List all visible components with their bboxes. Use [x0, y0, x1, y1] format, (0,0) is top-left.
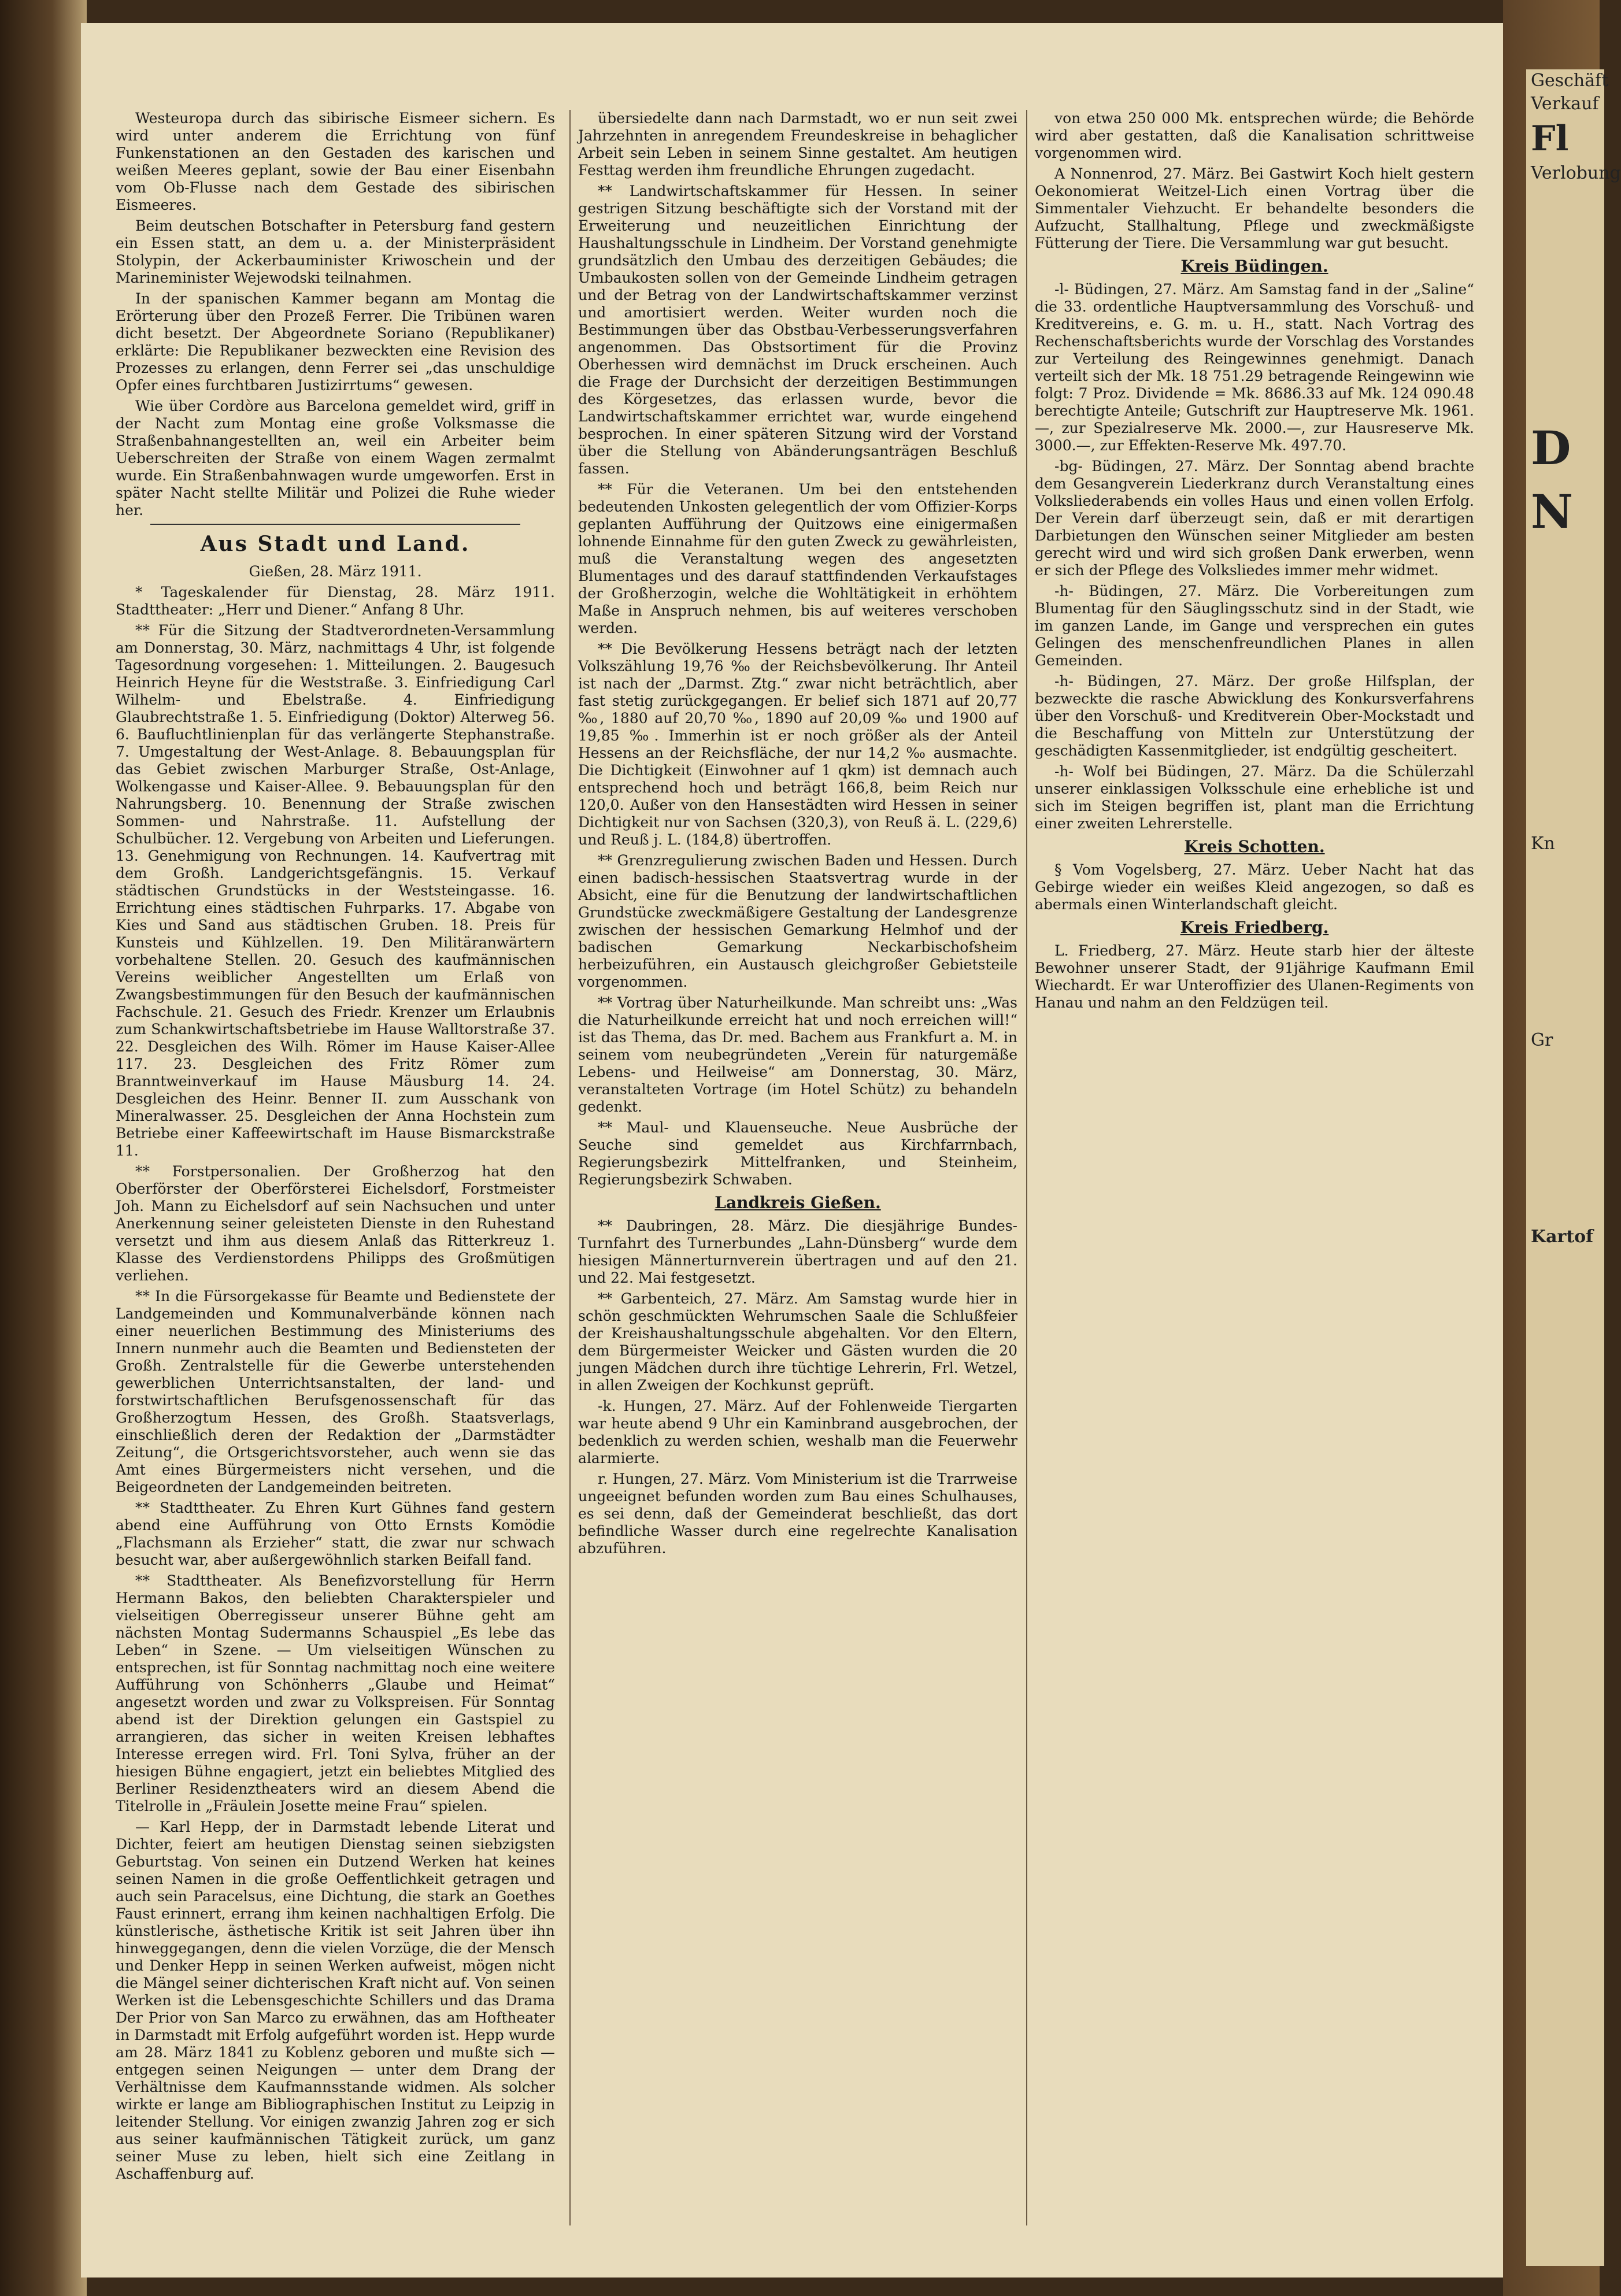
section-subheading: Kreis Friedberg. [1180, 918, 1329, 937]
column-divider [1026, 110, 1027, 2225]
section-subheading: Landkreis Gießen. [715, 1193, 881, 1212]
edge-text: N [1531, 484, 1574, 539]
edge-text: Fl [1531, 118, 1569, 159]
article-paragraph: Beim deutschen Botschafter in Petersburg fand gestern ein Essen statt, an dem u. a. der Ministerpräsident Stolypin, der Ackerbauminister Kriwoschein und der Marineminister Wejewodski teilnahmen. [116, 217, 555, 286]
column-1 [116, 110, 555, 2237]
article-paragraph: übersiedelte dann nach Darmstadt, wo er nun seit zwei Jahrzehnten in anregendem Freundeskreise in behaglicher Arbeit sein Leben in seinem Sinne gestaltet. Am heutigen Festtag werden ihm freundliche Ehrungen zugedacht. [578, 110, 1017, 179]
article-paragraph: ** Stadttheater. Als Benefizvorstellung für Herrn Hermann Bakos, den beliebten Charakterspieler und vielseitigen Oberregisseur unserer Bühne geht am nächsten Montag Sudermanns Schauspiel „Es lebe das Leben“ in Szene. — Um vielseitigen Wünschen zu entsprechen, ist für Sonntag nachmittag noch eine weitere Aufführung von Schönherrs „Glaube und Heimat“ angesetzt worden und zwar zu Volkspreisen. Für Sonntag abend ist der Direktion gelungen ein Gastspiel zu arrangieren, das sicher in weiten Kreisen lebhaftes Interesse erregen wird. Frl. Toni Sylva, früher an der hiesigen Bühne engagiert, jetzt ein beliebtes Mitglied des Berliner Residenztheaters wird an diesem Abend die Titelrolle in „Fräulein Josette meine Frau“ spielen. [116, 1572, 555, 1814]
article-paragraph: ** Stadttheater. Zu Ehren Kurt Gühnes fand gestern abend eine Aufführung von Otto Ernsts Komödie „Flachsmann als Erzieher“ statt, die zwar nur schwach besucht war, aber außergewöhnlich starken Beifall fand. [116, 1499, 555, 1568]
article-paragraph: ** Grenzregulierung zwischen Baden und Hessen. Durch einen badisch-hessischen Staatsvertrag wurde in der Absicht, eine für die Benutzung der landwirtschaftlichen Grundstücke zweckmäßigere Gestaltung der Landesgrenze zwischen der hessischen Gemarkung Helmhof und der badischen Gemarkung Neckarbischofsheim herbeizuführen, ein Austausch gleichgroßer Gebietsteile vorgenommen. [578, 852, 1017, 990]
article-paragraph: § Vom Vogelsberg, 27. März. Ueber Nacht hat das Gebirge wieder ein weißes Kleid angezogen, so daß es abermals einen Winterlandschaft gleicht. [1035, 861, 1474, 913]
edge-text: Gr [1531, 1030, 1553, 1050]
article-paragraph: ** Für die Sitzung der Stadtverordneten-Versammlung am Donnerstag, 30. März, nachmittags 4 Uhr, ist folgende Tagesordnung vorgesehen: 1. Mitteilungen. 2. Baugesuch Heinrich Heyne für die Weststraße. 3. Einfriedigung Carl Wilhelm- und Ebelstraße. 4. Einfriedigung Glaubrechtstraße 1. 5. Einfriedigung (Doktor) Alterweg 56. 6. Baufluchtlinienplan für das verlängerte Stephanstraße. 7. Umgestaltung der West-Anlage. 8. Bebauungsplan für das Gebiet zwischen Marburger Straße, Ost-Anlage, Wolkengasse und Kaiser-Allee. 9. Bebauungsplan für den Nahrungsberg. 10. Benennung der Straße zwischen Sommen- und Nahrstraße. 11. Aufstellung der Schulbücher. 12. Vergebung von Arbeiten und Lieferungen. 13. Genehmigung von Rechnungen. 14. Kaufvertrag mit dem Großh. Landgerichtsgefängnis. 15. Verkauf städtischen Grundstücks in der Weststeingasse. 16. Errichtung eines städtischen Fuhrparks. 17. Abgabe von Kies und Sand aus städtischen Gruben. 18. Preis für Kunsteis und Kühlzellen. 19. Den Militäranwärtern vorbehaltene Stellen. 20. Gesuch des kaufmännischen Vereins weiblicher Angestellten um Erlaß von Zwangsbestimmungen für den Besuch der kaufmännischen Fachschule. 21. Gesuch des Friedr. Krenzer um Erlaubnis zum Schankwirtschaftsbetriebe im Hause Walltorstraße 37. 22. Desgleichen des Wilh. Römer im Hause Kaiser-Allee 117. 23. Desgleichen des Fritz Römer zum Branntweinverkauf im Hause Mäusburg 14. 24. Desgleichen des Heinr. Benner II. zum Ausschank von Mineralwasser. 25. Desgleichen der Anna Hochstein zum Betriebe einer Kaffeewirtschaft im Hause Bismarckstraße 11. [116, 622, 555, 1159]
edge-text: Verkauf [1531, 94, 1599, 114]
article-paragraph: ** Die Bevölkerung Hessens beträgt nach der letzten Volkszählung 19,76 ‰ der Reichsbevölkerung. Ihr Anteil ist nach der „Darmst. Ztg.“ zwar nicht beträchtlich, aber fast stetig zurückgegangen. Er belief sich 1871 auf 20,77 ‰, 1880 auf 20,70 ‰, 1890 auf 20,09 ‰ und 1900 auf 19,85 ‰. Immerhin ist er noch größer als der Anteil Hessens an der Reichsfläche, der nur 14,2 ‰ ausmachte. Die Dichtigkeit (Einwohner auf 1 qkm) ist demnach auch entsprechend hoch und beträgt 166,8, beim Reich nur 120,0. Außer von den Hansestädten wird Hessen in seiner Dichtigkeit nur von Sachsen (320,3), von Reuß ä. L. (229,6) und Reuß j. L. (184,8) übertroffen. [578, 640, 1017, 848]
article-paragraph: von etwa 250 000 Mk. entsprechen würde; die Behörde wird aber gestatten, daß die Kanalisation schrittweise vorgenommen wird. [1035, 110, 1474, 161]
article-paragraph: Westeuropa durch das sibirische Eismeer sichern. Es wird unter anderem die Errichtung von fünf Funkenstationen an den Gestaden des karischen und weißen Meeres geplant, sowie der Bau einer Eisenbahn vom Ob-Flusse nach dem Gestade des sibirischen Eismeeres. [116, 110, 555, 213]
article-paragraph: ** Garbenteich, 27. März. Am Samstag wurde hier in schön geschmückten Wehrumschen Saale die Schlußfeier der Kreishaushaltungsschule abgehalten. Vor den Eltern, dem Bürgermeister Weicker und Gästen wurden die 20 jungen Mädchen durch ihre tüchtige Lehrerin, Frl. Wetzel, in allen Zweigen der Kochkunst geprüft. [578, 1290, 1017, 1394]
column-2 [578, 110, 1017, 2237]
article-paragraph: ** Für die Veteranen. Um bei den entstehenden bedeutenden Unkosten gelegentlich der vom Offizier-Korps geplanten Aufführung der Quitzows eine einigermaßen lohnende Einnahme für den guten Zweck zu gewährleisten, muß die Veranstaltung wegen des angesetzten Blumentages und des darauf stattfindenden Verkaufstages der Großherzogin, welche die Wohltätigkeit in erhöhtem Maße in Anspruch nehmen, bis auf weiteres verschoben werden. [578, 481, 1017, 636]
section-rule [150, 524, 520, 525]
section-heading: Aus Stadt und Land. [200, 532, 471, 556]
article-paragraph: -k. Hungen, 27. März. Auf der Fohlenweide Tiergarten war heute abend 9 Uhr ein Kaminbrand ausgebrochen, der bedenklich zu werden schien, weshalb man die Feuerwehr alarmierte. [578, 1398, 1017, 1467]
article-paragraph: — Karl Hepp, der in Darmstadt lebende Literat und Dichter, feiert am heutigen Dienstag seinen siebzigsten Geburtstag. Von seinen ein Dutzend Werken hat keines seinen Namen in die große Oeffentlichkeit getragen und auch sein Paracelsus, eine Dichtung, die stark an Goethes Faust erinnert, errang ihm keinen nachhaltigen Erfolg. Die künstlerische, ästhetische Kritik ist seit Jahren über ihn hinweggegangen, denn die vielen Vorzüge, die der Mensch und Denker Hepp in seinen Werken aufweist, mögen nicht die Mängel seiner dichterischen Kraft nicht auf. Von seinen Werken ist die Lebensgeschichte Schillers und das Drama Der Prior von San Marco zu erwähnen, das am Hoftheater in Darmstadt mit Erfolg aufgeführt worden ist. Hepp wurde am 28. März 1841 zu Koblenz geboren und mußte sich — entgegen seinen Neigungen — unter dem Drang der Verhältnisse dem Kaufmannsstande widmen. Als solcher wirkte er lange am Bibliographischen Institut zu Leipzig in leitender Stellung. Vor einigen zwanzig Jahren zog er sich aus seiner kaufmännischen Tätigkeit zurück, um ganz seiner Muse zu leben, hielt sich eine Zeitlang in Aschaffenburg auf. [116, 1819, 555, 2182]
article-paragraph: r. Hungen, 27. März. Vom Ministerium ist die Trarrweise ungeeignet befunden worden zum Bau eines Schulhauses, es sei denn, daß der Gemeinderat beschließt, das dort befindliche Wasser durch eine regelrechte Kanalisation abzuführen. [578, 1471, 1017, 1557]
article-paragraph: -h- Büdingen, 27. März. Der große Hilfsplan, der bezweckte die rasche Abwicklung des Konkursverfahrens über den Vorschuß- und Kreditverein Ober-Mockstadt und die Beschaffung von Mitteln zur Unterstützung der geschädigten Kassenmitglieder, ist endgültig gescheitert. [1035, 673, 1474, 759]
article-paragraph: Wie über Cordòre aus Barcelona gemeldet wird, griff in der Nacht zum Montag eine große Volksmasse die Straßenbahnangestellten an, weil ein Arbeiter beim Ueberschreiten der Straße von einem Wagen zermalmt wurde. Ein Straßenbahnwagen wurde umgeworfen. Erst in später Nacht stellte Militär und Polizei die Ruhe wieder her. [116, 398, 555, 519]
article-paragraph: ** Daubringen, 28. März. Die diesjährige Bundes-Turnfahrt des Turnerbundes „Lahn-Dünsberg“ wurde dem hiesigen Männerturnverein übertragen und auf den 21. und 22. Mai festgesetzt. [578, 1217, 1017, 1286]
edge-text: Geschäft [1531, 71, 1609, 91]
article-paragraph: -l- Büdingen, 27. März. Am Samstag fand in der „Saline“ die 33. ordentliche Hauptversammlung des Vorschuß- und Kreditvereins, e. G. m. u. H., statt. Nach Vortrag des Rechenschaftsberichts wurde der Vorschlag des Vorstandes zur Verteilung des Reingewinnes genehmigt. Danach verteilt sich der Mk. 18 751.29 betragende Reingewinn wie folgt: 7 Proz. Dividende = Mk. 8686.33 auf Mk. 124 090.48 berechtigte Anteile; Gutschrift zur Hauptreserve Mk. 1961.—, zur Spezialreserve Mk. 2000.—, zur Hausreserve Mk. 3000.—, zur Effekten-Reserve Mk. 497.70. [1035, 281, 1474, 454]
section-subheading: Kreis Schotten. [1184, 837, 1325, 856]
article-paragraph: -bg- Büdingen, 27. März. Der Sonntag abend brachte dem Gesangverein Liederkranz durch Veranstaltung eines Volksliederabends ein volles Haus und einen vollen Erfolg. Der Verein darf überzeugt sein, daß er mit derartigen Darbietungen den Wünschen seiner Mitglieder am besten gerecht wird und wird sich großen Dank erwerben, wenn er sich der Pflege des Volksliedes immer mehr widmet. [1035, 458, 1474, 579]
column-3 [1035, 110, 1474, 2237]
article-paragraph: ** In die Fürsorgekasse für Beamte und Bedienstete der Landgemeinden und Kommunalverbände können nach einer neuerlichen Bestimmung des Ministeriums des Innern nunmehr auch die Beamten und Bediensteten der Großh. Zentralstelle für die Gewerbe unterstehenden gewerblichen Unterrichtsanstalten, der land- und forstwirtschaftlichen Berufsgenossenschaft für das Großherzogtum Hessen, des Großh. Staatsverlags, einschließlich deren der Redaktion der „Darmstädter Zeitung“, die Ortsgerichtsvorsteher, auch wenn sie das Amt eines Bürgermeisters nicht versehen, und die Beigeordneten der Landgemeinden beitreten. [116, 1288, 555, 1495]
book-gutter-left [0, 0, 87, 2296]
article-paragraph: ** Landwirtschaftskammer für Hessen. In seiner gestrigen Sitzung beschäftigte sich der Vorstand mit der Erweiterung und neuzeitlichen Einrichtung der Haushaltungsschule in Lindheim. Der Vorstand genehmigte grundsätzlich den Umbau des derzeitigen Gebäudes; die Umbaukosten sollen von der Gemeinde Lindheim getragen und der Betrag von der Landwirtschaftskammer verzinst und amortisiert werden. Weiter wurden noch die Bestimmungen über das Obstbau-Verbesserungsverfahren angenommen. Das Obstsortiment für die Provinz Oberhessen wird demnächst im Druck erscheinen. Auch die Frage der Durchsicht der derzeitigen Bestimmungen des Körgesetzes, das erlassen wurde, bevor die Landwirtschaftskammer errichtet war, wurde eingehend besprochen. In einer späteren Sitzung wird der Vorstand über die Stellung von Abänderungsanträgen Beschluß fassen. [578, 183, 1017, 477]
edge-text: Verlobung [1531, 163, 1621, 183]
article-paragraph: ** Vortrag über Naturheilkunde. Man schreibt uns: „Was die Naturheilkunde erreicht hat und noch erreichen will!“ ist das Thema, das Dr. med. Bachem aus Frankfurt a. M. in seinem vom neubegründeten „Verein für naturgemäße Lebens- und Heilweise“ am Donnerstag, 30. März, veranstalteten Vortrage (im Hotel Schütz) zu behandeln gedenkt. [578, 994, 1017, 1115]
section-subheading: Kreis Büdingen. [1180, 257, 1328, 276]
article-paragraph: A Nonnenrod, 27. März. Bei Gastwirt Koch hielt gestern Oekonomierat Weitzel-Lich einen Vortrag über die Simmentaler Viehzucht. Er behandelte besonders die Aufzucht, Stallhaltung, Pflege und zweckmäßigste Fütterung der Tiere. Die Versammlung war gut besucht. [1035, 165, 1474, 251]
dateline: Gießen, 28. März 1911. [249, 563, 422, 580]
adjacent-page-edge [1526, 69, 1621, 2266]
article-paragraph: L. Friedberg, 27. März. Heute starb hier der älteste Bewohner unserer Stadt, der 91jährige Kaufmann Emil Wiechardt. Er war Unteroffizier des Ulanen-Regiments von Hanau und nahm an den Feldzügen teil. [1035, 942, 1474, 1011]
article-paragraph: ** Forstpersonalien. Der Großherzog hat den Oberförster der Oberförsterei Eichelsdorf, Forstmeister Joh. Mann zu Eichelsdorf auf sein Nachsuchen und unter Anerkennung seiner geleisteten Dienste in den Ruhestand versetzt und ihm aus diesem Anlaß das Ritterkreuz 1. Klasse des Verdienstordens Philipps des Großmütigen verliehen. [116, 1163, 555, 1284]
edge-text: Kartof [1531, 1227, 1594, 1247]
article-paragraph: ** Maul- und Klauenseuche. Neue Ausbrüche der Seuche sind gemeldet aus Kirchfarrnbach, Regierungsbezirk Mittelfranken, und Steinheim, Regierungsbezirk Schwaben. [578, 1119, 1017, 1188]
column-divider [569, 110, 571, 2225]
article-paragraph: * Tageskalender für Dienstag, 28. März 1911. Stadttheater: „Herr und Diener.“ Anfang 8 Uhr. [116, 584, 555, 618]
article-paragraph: -h- Büdingen, 27. März. Die Vorbereitungen zum Blumentag für den Säuglingsschutz sind in der Stadt, wie im ganzen Lande, im Gange und versprechen ein gutes Gelingen des menschenfreundlichen Planes in allen Gemeinden. [1035, 583, 1474, 669]
article-paragraph: -h- Wolf bei Büdingen, 27. März. Da die Schülerzahl unserer einklassigen Volksschule eine erhebliche ist und sich im Steigen begriffen ist, plant man die Errichtung einer zweiten Lehrerstelle. [1035, 763, 1474, 832]
edge-text: D [1531, 421, 1571, 475]
article-paragraph: In der spanischen Kammer begann am Montag die Erörterung über den Prozeß Ferrer. Die Tribünen waren dicht besetzt. Der Abgeordnete Soriano (Republikaner) erklärte: Die Republikaner bezweckten eine Revision des Prozesses zu erlangen, denn Ferrer sei „das unschuldige Opfer eines furchtbaren Justizirrtums“ gewesen. [116, 290, 555, 394]
edge-text: Kn [1531, 834, 1555, 854]
